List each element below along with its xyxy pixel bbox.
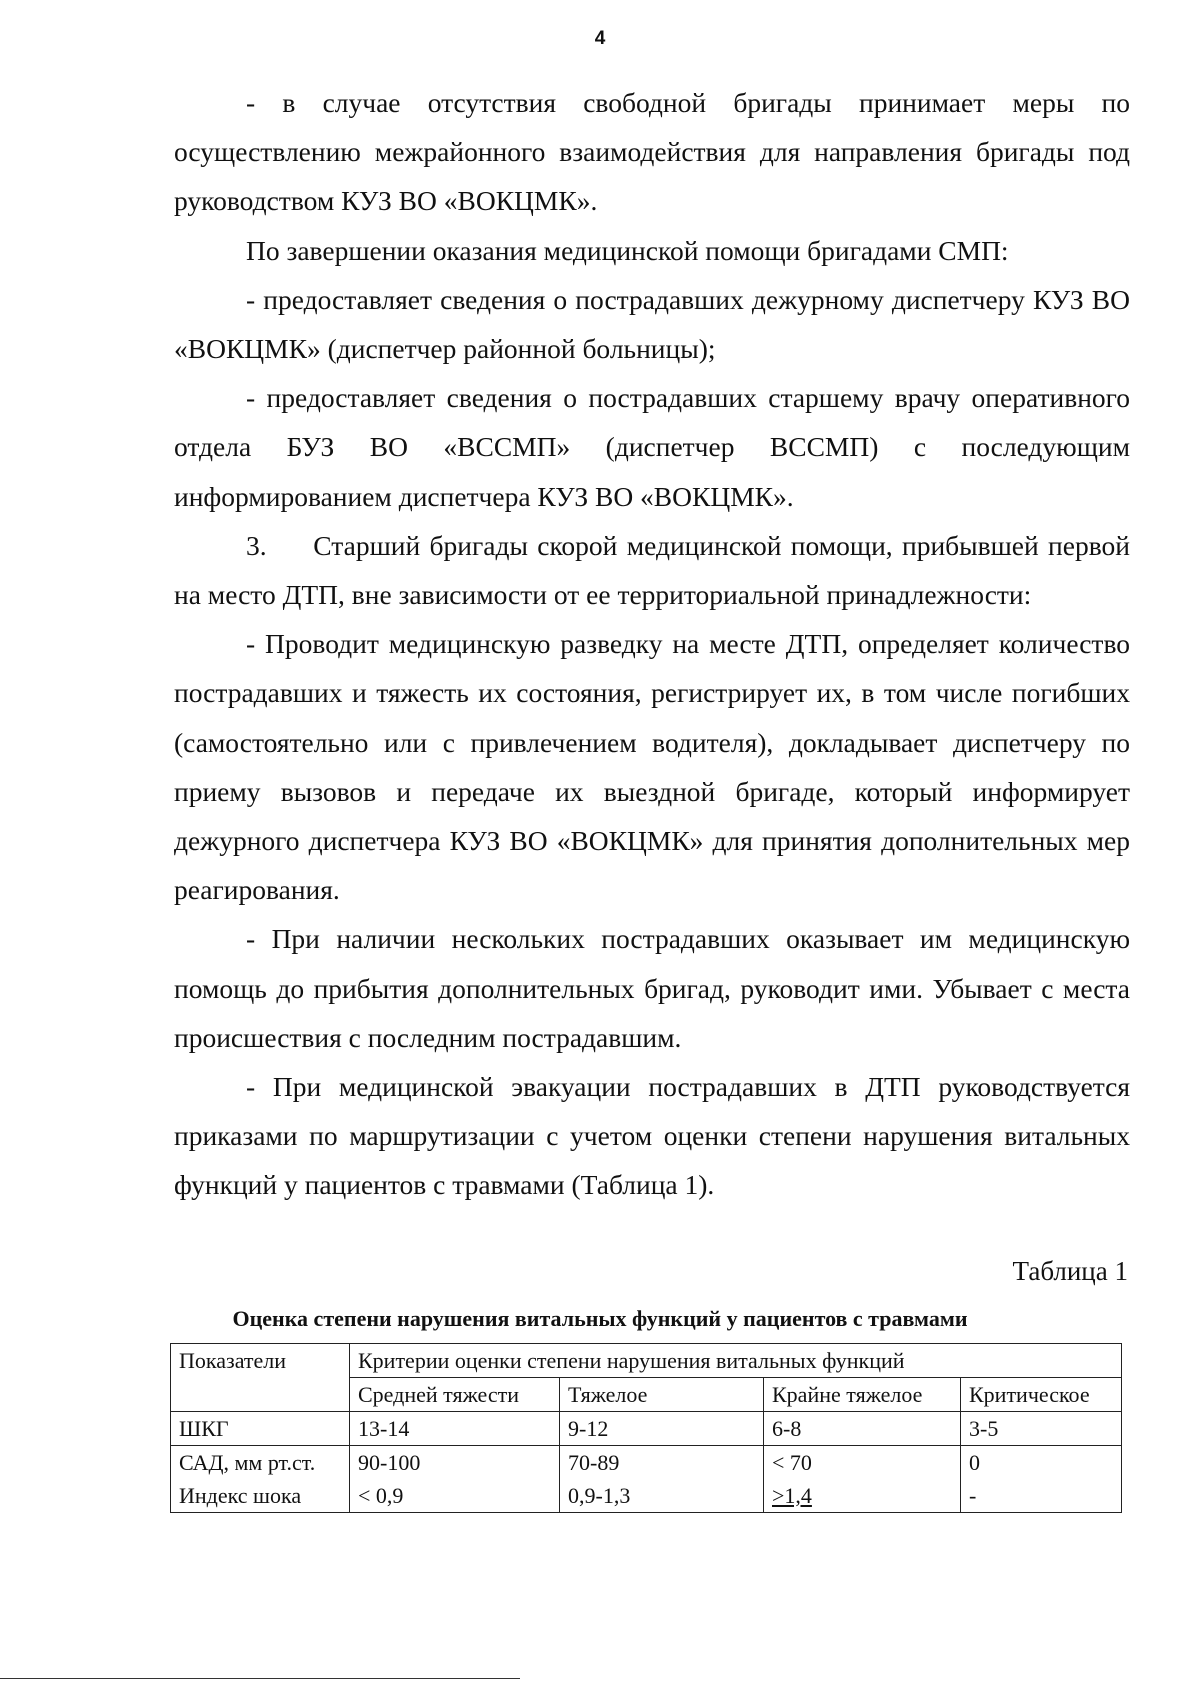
header-moderate: Средней тяжести bbox=[350, 1378, 560, 1412]
table-row bbox=[171, 1412, 1122, 1446]
table-cell: 0,9-1,3 bbox=[560, 1479, 764, 1513]
paragraph: - При наличии нескольких пострадавших оказывает им медицинскую помощь до прибытия дополнительных бригад, руководит ими. Убывает с места происшествия с последним пострадавшим. bbox=[174, 923, 1130, 1053]
table-cell: 70-89 bbox=[560, 1446, 764, 1480]
table-cell: 9-12 bbox=[560, 1412, 764, 1446]
header-severe: Тяжелое bbox=[560, 1378, 764, 1412]
body-text bbox=[174, 78, 1130, 1210]
table-cell: 13-14 bbox=[350, 1412, 560, 1446]
vital-functions-table bbox=[170, 1343, 1122, 1513]
table-cell: < 0,9 bbox=[350, 1479, 560, 1513]
footer-divider bbox=[0, 1678, 520, 1679]
table-cell: 0 bbox=[961, 1446, 1122, 1480]
row-label: Индекс шока bbox=[171, 1479, 350, 1513]
table-cell: - bbox=[961, 1479, 1122, 1513]
row-label: САД, мм рт.ст. bbox=[171, 1446, 350, 1480]
table-label: Таблица 1 bbox=[1012, 1256, 1128, 1286]
table-cell: 90-100 bbox=[350, 1446, 560, 1480]
paragraph: - предоставляет сведения о пострадавших старшему врачу оперативного отдела БУЗ ВО «ВССМП» (диспетчер ВССМП) с последующим информированием диспетчера КУЗ ВО «ВОКЦМК». bbox=[174, 382, 1130, 512]
header-criteria: Критерии оценки степени нарушения витальных функций bbox=[350, 1344, 1122, 1378]
paragraph: - При медицинской эвакуации пострадавших в ДТП руководствуется приказами по маршрутизации с учетом оценки степени нарушения витальных функций у пациентов с травмами (Таблица 1). bbox=[174, 1071, 1130, 1201]
table-cell: < 70 bbox=[764, 1446, 961, 1480]
header-critical: Критическое bbox=[961, 1378, 1122, 1412]
page-number: 4 bbox=[594, 28, 606, 49]
paragraph: 3. Старший бригады скорой медицинской помощи, прибывшей первой на место ДТП, вне зависимости от ее территориальной принадлежности: bbox=[174, 529, 1130, 611]
table-cell: >1,4 bbox=[764, 1479, 961, 1513]
paragraph: - Проводит медицинскую разведку на месте ДТП, определяет количество пострадавших и тяжесть их состояния, регистрирует их, в том числе погибших (самостоятельно или с привлечением водителя), докладывает диспетчеру по приему вызовов и передаче их выездной бригаде, который информирует дежурного диспетчера КУЗ ВО «ВОКЦМК» для принятия дополнительных мер реагирования. bbox=[174, 628, 1130, 906]
table-title: Оценка степени нарушения витальных функций у пациентов с травмами bbox=[232, 1306, 968, 1331]
table-header-row bbox=[171, 1344, 1122, 1378]
table-cell: 6-8 bbox=[764, 1412, 961, 1446]
table-row bbox=[171, 1479, 1122, 1513]
header-extremely-severe: Крайне тяжелое bbox=[764, 1378, 961, 1412]
paragraph: - в случае отсутствия свободной бригады принимает меры по осуществлению межрайонного взаимодействия для направления бригады под руководством КУЗ ВО «ВОКЦМК». bbox=[174, 87, 1130, 217]
table-row bbox=[171, 1446, 1122, 1480]
paragraph: - предоставляет сведения о пострадавших дежурному диспетчеру КУЗ ВО «ВОКЦМК» (диспетчер районной больницы); bbox=[174, 283, 1130, 365]
row-label: ШКГ bbox=[171, 1412, 350, 1446]
table-cell: 3-5 bbox=[961, 1412, 1122, 1446]
paragraph: По завершении оказания медицинской помощи бригадами СМП: bbox=[246, 234, 1009, 266]
header-indicators: Показатели bbox=[171, 1344, 350, 1412]
